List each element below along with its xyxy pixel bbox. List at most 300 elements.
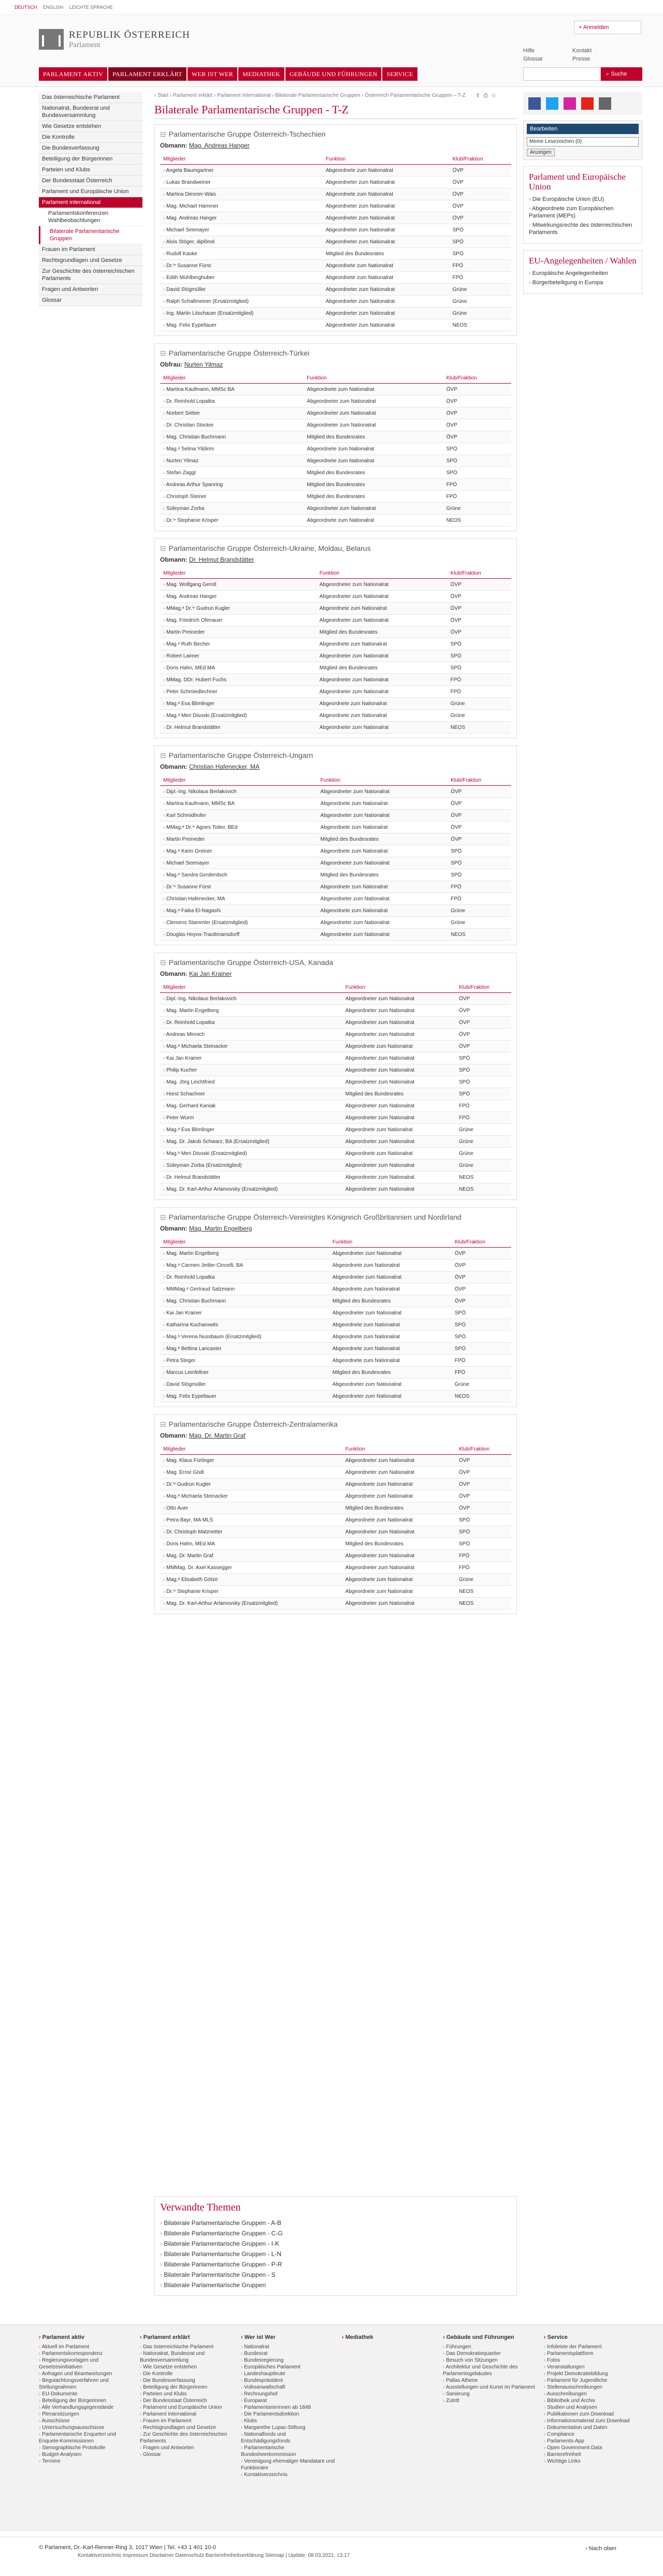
member-name[interactable]: › Dr.ⁱⁿ Stephanie Krisper [160, 1586, 342, 1598]
table-row [160, 431, 511, 443]
lang-deutsch[interactable]: DEUTSCH [15, 5, 37, 10]
table-row [160, 177, 511, 188]
footer-link[interactable]: › Zur Geschichte des österreichischen Parlaments [140, 2431, 236, 2445]
member-name[interactable]: › Robert Laimer [160, 650, 316, 662]
member-name[interactable]: › Dipl.-Ing. Nikolaus Berlakovich [160, 786, 318, 798]
member-function: Abgeordneter zum Nationalrat [323, 200, 450, 212]
member-name[interactable]: › Ralph Schallmeiner (Ersatzmitglied) [160, 296, 323, 308]
sidebar-item[interactable]: Frauen im Parlament [39, 244, 142, 255]
facebook-icon[interactable] [528, 97, 541, 110]
member-name[interactable]: › Doris Hahn, MEd MA [160, 1538, 342, 1550]
member-name[interactable]: › Dr. Helmut Brandstätter [160, 722, 316, 734]
member-name[interactable]: › David Stögmüller [160, 1379, 329, 1391]
table-row [160, 1502, 511, 1514]
eu-affairs-link[interactable]: › Europäische Angelegenheiten [529, 270, 637, 277]
footer-link[interactable]: › Termine [39, 2458, 135, 2465]
member-name[interactable]: › Kai Jan Krainer [160, 1052, 342, 1064]
sidebar-item[interactable]: Parlament international [39, 197, 142, 208]
member-function: Abgeordnete zum Nationalrat [342, 1574, 456, 1586]
sidebar-item[interactable]: Parlamentskonferenzen Wahlbeobachtungen [39, 208, 142, 226]
footer-link[interactable]: › Nationalfonds und Entschädigungsfonds [241, 2431, 337, 2445]
member-name[interactable]: › Mag.ᵃ Meri Disoski (Ersatzmitglied) [160, 1148, 342, 1160]
footer-heading[interactable]: › Gebäude und Führungen [443, 2334, 539, 2340]
table-row [160, 881, 511, 893]
member-name[interactable]: › Mag. Wolfgang Gerstl [160, 579, 316, 591]
nav-service[interactable]: SERVICE [382, 67, 417, 81]
member-function: Abgeordnete zum Nationalrat [342, 1490, 456, 1502]
member-name[interactable]: › Stefan Zaggl [160, 467, 304, 479]
member-name[interactable]: › Dr.ⁱⁿ Susanne Fürst [160, 881, 318, 893]
nav-gebaeude[interactable]: GEBÄUDE UND FÜHRUNGEN [285, 67, 382, 81]
footer-link[interactable]: › Parteien und Klubs [140, 2391, 236, 2397]
collapse-icon[interactable]: ⊟ [160, 349, 166, 357]
member-name[interactable]: › Edith Mühlberghuber [160, 272, 323, 284]
table-row [160, 674, 511, 686]
footer-link[interactable]: › Projekt Demokratiebildung [544, 2370, 640, 2377]
footer-link[interactable]: › Open Government Data [544, 2445, 640, 2451]
footer-link[interactable]: › Parlament und Europäische Union [140, 2404, 236, 2411]
footer-link[interactable]: › Ausschüsse [39, 2418, 135, 2424]
footer-link[interactable]: › Die Kontrolle [140, 2370, 236, 2377]
nav-parlament-aktiv[interactable]: PARLAMENT AKTIV [39, 67, 107, 81]
sidebar-item[interactable]: Die Kontrolle [39, 132, 142, 143]
member-name[interactable]: › Mag. Dr. Karl-Arthur Arlamovsky (Ersatzmitglied) [160, 1598, 342, 1609]
share-icon[interactable]: ⇪ [475, 93, 481, 99]
table-row [160, 1183, 511, 1195]
collapse-icon[interactable]: ⊟ [160, 130, 166, 138]
footer-link[interactable]: › Zutritt [443, 2397, 539, 2404]
member-name[interactable]: › Peter Schmiedlechner [160, 686, 316, 698]
footer-link[interactable]: › Stellenausschreibungen [544, 2384, 640, 2391]
footer-link[interactable]: › Die Parlamentsdirektion [241, 2411, 337, 2418]
member-name[interactable]: › Dr. Reinhold Lopatka [160, 396, 304, 407]
member-function: Abgeordneter zum Nationalrat [318, 810, 448, 822]
member-name[interactable]: › Katharina Kucharowits [160, 1319, 329, 1331]
collapse-icon[interactable]: ⊟ [160, 958, 166, 967]
member-function: Abgeordneter zum Nationalrat [323, 296, 450, 308]
chair-name[interactable]: Mag. Martin Engelberg [189, 1225, 252, 1232]
footer-link[interactable]: › Rechnungshof [241, 2391, 337, 2397]
member-name[interactable]: › Martina Kaufmann, MMSc BA [160, 798, 318, 810]
member-name[interactable]: › Norbert Sieber [160, 407, 304, 419]
member-party: FPÖ [443, 491, 511, 503]
legal-links[interactable]: Kontaktverzeichnis Impressum Disclaimer Datenschutz Barrierefreiheitserklärung Sitemap | Update: 08.03.2021, 13:17 [78, 2553, 350, 2558]
sidebar-item[interactable]: Wie Gesetze entstehen [39, 121, 142, 132]
group-title[interactable] [160, 1420, 511, 1429]
footer-link[interactable]: › Parlamentsplattform [544, 2350, 640, 2357]
twitter-icon[interactable] [546, 97, 558, 110]
footer-link[interactable]: › Barrierefreiheit [544, 2451, 640, 2458]
search-button[interactable]: ⌕ Suche [601, 67, 642, 81]
member-name[interactable]: › Christoph Steiner [160, 491, 304, 503]
footer-column [39, 2334, 135, 2465]
member-name[interactable]: › Andreas Arthur Spanring [160, 479, 304, 491]
eu-link[interactable]: › Abgeordnete zum Europäischen Parlament (MEPs) [529, 205, 637, 219]
chair-name[interactable]: Christian Hafenecker, MA [189, 763, 260, 770]
footer-link[interactable]: › Budget-Analysen [39, 2451, 135, 2458]
eu-link[interactable]: › Mitwirkungsrechte des österreichischen Parlaments [529, 222, 637, 236]
footer-link[interactable]: › Alle Verhandlungsgegenstände [39, 2404, 135, 2411]
member-name[interactable]: › Mag.ᵃ Eva Blimlinger [160, 1124, 342, 1136]
group-title[interactable] [160, 958, 511, 967]
footer-link[interactable]: › Informationsmaterial zum Download [544, 2418, 640, 2424]
eu-link[interactable]: › Die Europäische Union (EU) [529, 196, 637, 203]
member-name[interactable]: › Karl Schmidhofer [160, 810, 318, 822]
footer-link[interactable]: › Führungen [443, 2344, 539, 2350]
footer-link[interactable]: › Plenarsitzungen [39, 2411, 135, 2418]
member-name[interactable]: › Mag.ᵃ Bettina Lancaster [160, 1343, 329, 1355]
member-name[interactable]: › Dipl.-Ing. Nikolaus Berlakovich [160, 993, 342, 1005]
footer-link[interactable]: › Europäisches Parlament [241, 2364, 337, 2370]
member-function: Mitglied des Bundesrates [304, 467, 443, 479]
footer-link[interactable]: › Bibliothek und Archiv [544, 2397, 640, 2404]
member-name[interactable]: › Mag. Andreas Hanger [160, 591, 316, 603]
footer-link[interactable]: › Parlamentarische Enqueten und Enquete-Kommissionen [39, 2431, 135, 2445]
member-name[interactable]: › Alois Stöger, diplômé [160, 236, 323, 248]
nav-parlament-erklaert[interactable]: PARLAMENT ERKLÄRT [108, 67, 186, 81]
footer-link[interactable]: › Pallas Athene [443, 2377, 539, 2384]
footer-link[interactable]: › Fotos [544, 2357, 640, 2364]
footer-link[interactable]: › Landeshauptleute [241, 2370, 337, 2377]
footer-link[interactable]: › Nationalrat, Bundesrat und Bundesversammlung [140, 2350, 236, 2364]
bookmark-icon[interactable]: ☆ [491, 93, 497, 99]
member-name[interactable]: › Dr.ⁱⁿ Susanne Fürst [160, 260, 323, 272]
print-icon[interactable]: ⎙ [483, 93, 488, 99]
member-name[interactable]: › MMMag. Dr. Axel Kassegger [160, 1562, 342, 1574]
related-topic-link[interactable]: › Bilaterale Parlamentarische Gruppen - S [160, 2270, 511, 2280]
member-function: Abgeordneter zum Nationalrat [342, 993, 456, 1005]
member-party: Grüne [456, 1124, 511, 1136]
member-name[interactable]: › Mag.ᵃ Selma Yildirim [160, 443, 304, 455]
related-topic-link[interactable]: › Bilaterale Parlamentarische Gruppen - C-G [160, 2228, 511, 2238]
member-name[interactable]: › MMag.ᵃ Dr.ⁱⁿ Gudrun Kugler [160, 603, 316, 614]
member-party: SPÖ [456, 1538, 511, 1550]
group-title[interactable] [160, 1213, 511, 1222]
footer-link[interactable]: › Wichtige Links [544, 2458, 640, 2465]
members-table [160, 1444, 511, 1609]
footer-link[interactable]: › Veranstaltungen [544, 2364, 640, 2370]
member-name[interactable]: › Mag.ᵃ Ruth Becher [160, 638, 316, 650]
member-name[interactable]: › Horst Schachner [160, 1088, 342, 1100]
member-name[interactable]: › Mag. Michael Hammer [160, 200, 323, 212]
chair-name[interactable]: Dr. Helmut Brandstätter [189, 556, 254, 563]
member-name[interactable]: › Douglas Hoyos-Trauttmansdorff [160, 929, 318, 941]
footer-link[interactable]: › Europarat [241, 2397, 337, 2404]
footer-link[interactable]: › Architektur und Geschichte des Parlamentsgebäudes [443, 2364, 539, 2377]
footer-link[interactable]: › Frauen im Parlament [140, 2418, 236, 2424]
footer-link[interactable]: › Infoleiste der Parlament [544, 2344, 640, 2350]
member-function: Abgeordneter zum Nationalrat [316, 722, 448, 734]
member-name[interactable]: › Mag.ᵃ Meri Disoski (Ersatzmitglied) [160, 710, 316, 722]
sidebar-item[interactable]: Glossar [39, 295, 142, 306]
member-name[interactable]: › Mag. Martin Engelberg [160, 1005, 342, 1017]
member-name[interactable]: › Andreas Minnich [160, 1029, 342, 1041]
table-row [160, 1271, 511, 1283]
member-name[interactable]: › Mag. Ernst Gödl [160, 1467, 342, 1479]
member-name[interactable]: › Mag. Felix Eypeltauer [160, 1391, 329, 1402]
member-name[interactable]: › Mag. Andreas Hanger [160, 212, 323, 224]
lang-english[interactable]: ENGLISH [42, 5, 64, 10]
member-name[interactable]: › Dr. Christoph Matznetter [160, 1526, 342, 1538]
footer-link[interactable]: › Begutachtungsverfahren und Stellungnahmen [39, 2377, 135, 2391]
member-name[interactable]: › Mag.ᵃ Verena Nussbaum (Ersatzmitglied) [160, 1331, 329, 1343]
footer-link[interactable]: › Glossar [140, 2451, 236, 2458]
member-name[interactable]: › David Stögmüller [160, 284, 323, 296]
press-link[interactable]: Presse [572, 56, 590, 62]
member-name[interactable]: › Mag. Dr. Jakob Schwarz, BA (Ersatzmitglied) [160, 1136, 342, 1148]
member-name[interactable]: › Martina Kaufmann, MMSc BA [160, 384, 304, 396]
footer-link[interactable]: › Compliance [544, 2431, 640, 2438]
footer-link[interactable]: › Die Bundesverfassung [140, 2377, 236, 2384]
member-name[interactable]: › Marcus Leinfellner [160, 1367, 329, 1379]
sidebar-item[interactable]: Rechtsgrundlagen und Gesetze [39, 255, 142, 266]
eu-affairs-link[interactable]: › Bürgerbeteiligung in Europa [529, 279, 637, 286]
footer-link[interactable]: › Ausstellungen und Kunst im Parlament [443, 2384, 539, 2391]
footer-link[interactable]: › Bundespräsident [241, 2377, 337, 2384]
related-topic-link[interactable]: › Bilaterale Parlamentarische Gruppen - P-R [160, 2259, 511, 2270]
table-row [160, 626, 511, 638]
nav-wer-ist-wer[interactable]: WER IST WER [188, 67, 237, 81]
footer-link[interactable]: › Aktuell im Parlament [39, 2344, 135, 2350]
sidebar-item[interactable]: Zur Geschichte des österreichischen Parlaments [39, 266, 142, 284]
member-function: Mitglied des Bundesrates [342, 1538, 456, 1550]
footer-link[interactable]: › Volksanwaltschaft [241, 2384, 337, 2391]
member-name[interactable]: › Mag. Martin Engelberg [160, 1248, 329, 1260]
search-input[interactable] [523, 67, 601, 81]
member-name[interactable]: › Dr. Reinhold Lopatka [160, 1017, 342, 1029]
contact-link[interactable]: Kontakt [572, 48, 592, 54]
member-name[interactable]: › MMag.ᵃ Dr.ⁱⁿ Agnes Totter, BEd [160, 822, 318, 833]
show-bookmarks-button[interactable]: Anzeigen [527, 149, 555, 156]
footer-link[interactable]: › Publikationen zum Download [544, 2411, 640, 2418]
footer-link[interactable]: › Kontaktverzeichnis [241, 2471, 337, 2478]
member-function: Abgeordnete zum Nationalrat [318, 905, 448, 917]
member-name[interactable]: › Peter Wurm [160, 1112, 342, 1124]
member-name[interactable]: › Nurten Yilmaz [160, 455, 304, 467]
sidebar-item[interactable]: Beteiligung der Bürgerinnen [39, 154, 142, 165]
member-name[interactable]: › Petra Steger [160, 1355, 329, 1367]
footer-link[interactable]: › Sanierung [443, 2391, 539, 2397]
sidebar-item[interactable]: Das österreichische Parlament [39, 92, 142, 103]
member-name[interactable]: › Süleyman Zorba (Ersatzmitglied) [160, 1160, 342, 1172]
member-name[interactable]: › Mag.ᵃ Karin Greiner [160, 845, 318, 857]
related-topic-link[interactable]: › Bilaterale Parlamentarische Gruppen - L-N [160, 2249, 511, 2259]
group-title[interactable] [160, 130, 511, 139]
member-name[interactable]: › Petra Bayr, MA MLS [160, 1514, 342, 1526]
member-name[interactable]: › Mag.ᵃ Carmen Jeitler-Cincelli, BA [160, 1260, 329, 1271]
login-button[interactable]: + Anmelden [574, 21, 641, 34]
footer-link[interactable]: › Beteiligung der Bürgerinnen [140, 2384, 236, 2391]
footer-heading[interactable]: › Parlament aktiv [39, 2334, 135, 2340]
member-name[interactable]: › Dr. Helmut Brandstätter [160, 1172, 342, 1183]
nav-mediathek[interactable]: MEDIATHEK [238, 67, 284, 81]
footer-link[interactable]: › Fragen und Antworten [140, 2445, 236, 2451]
footer-link[interactable]: › Stenographische Protokolle [39, 2445, 135, 2451]
table-row [160, 1319, 511, 1331]
footer-heading[interactable]: › Wer ist Wer [241, 2334, 337, 2340]
footer-link[interactable]: › Parlamentskorrespondenz [39, 2350, 135, 2357]
footer-link[interactable]: › Parlamentarische Bundesheerkommission [241, 2445, 337, 2458]
chair-name[interactable]: Kai Jan Krainer [189, 970, 232, 977]
member-name[interactable]: › Rudolf Kaske [160, 248, 323, 260]
members-table [160, 983, 511, 1195]
footer-link[interactable]: › Wie Gesetze entstehen [140, 2364, 236, 2370]
footer-link[interactable]: › Margarethe Lupac-Stiftung [241, 2424, 337, 2431]
footer-link[interactable]: › EU-Dokumente [39, 2391, 135, 2397]
member-function: Abgeordneter zum Nationalrat [304, 396, 443, 407]
footer-heading[interactable]: › Mediathek [342, 2334, 438, 2340]
footer-link[interactable]: › Dokumentation und Daten [544, 2424, 640, 2431]
member-name[interactable]: › Martina Diesner-Wais [160, 188, 323, 200]
footer-column [140, 2334, 236, 2458]
member-name[interactable]: › Mag.ᵃ Michaela Steinacker [160, 1490, 342, 1502]
member-name[interactable]: › Mag. Jörg Leichtfried [160, 1076, 342, 1088]
table-row [160, 1160, 511, 1172]
member-name[interactable]: › Lukas Brandweiner [160, 177, 323, 188]
table-row [160, 638, 511, 650]
member-function: Abgeordneter zum Nationalrat [329, 1391, 452, 1402]
collapse-icon[interactable]: ⊟ [160, 1213, 166, 1221]
lang-leichte-sprache[interactable]: LEICHTE SPRACHE [69, 5, 113, 10]
footer-link[interactable]: › Der Bundesstaat Österreich [140, 2397, 236, 2404]
group-title[interactable] [160, 349, 511, 358]
collapse-icon[interactable]: ⊟ [160, 544, 166, 552]
member-name[interactable]: › Christian Hafenecker, MA [160, 893, 318, 905]
member-name[interactable]: › Mag. Gerhard Kaniak [160, 1100, 342, 1112]
footer-link[interactable]: › Parlament für Jugendliche [544, 2377, 640, 2384]
member-name[interactable]: › Mag. Felix Eypeltauer [160, 319, 323, 331]
related-topic-link[interactable]: › Bilaterale Parlamentarische Gruppen - A-B [160, 2218, 511, 2228]
footer-link[interactable]: › Das österreichische Parlament [140, 2344, 236, 2350]
chair-name[interactable]: Nurten Yilmaz [184, 361, 223, 368]
breadcrumb: › Start › Parlament erklärt › Parlament International › Bilaterale Parlamentarische Gruppen › Österreich Parlamentarische Gruppen – T-Z [154, 93, 466, 98]
member-name[interactable]: › Martin Preineder [160, 833, 318, 845]
footer-link[interactable]: › Rechtsgrundlagen und Gesetze [140, 2424, 236, 2431]
table-row [160, 603, 511, 614]
footer-link[interactable]: › Beteiligung der Bürgerinnen [39, 2397, 135, 2404]
member-name[interactable]: › Philip Kucher [160, 1064, 342, 1076]
sidebar-item[interactable]: Der Bundesstaat Österreich [39, 175, 142, 186]
member-name[interactable]: › MMag. DDr. Hubert Fuchs [160, 674, 316, 686]
sidebar-item[interactable]: Parlament und Europäische Union [39, 186, 142, 197]
footer-link[interactable]: › Das Demokratiequartier [443, 2350, 539, 2357]
member-name[interactable]: › Michael Seemayer [160, 857, 318, 869]
footer-link[interactable]: › Parlamentarierinnen ab 1848 [241, 2404, 337, 2411]
member-party: ÖVP [443, 407, 511, 419]
member-party: SPÖ [448, 662, 511, 674]
footer-link[interactable]: › Bundesrat [241, 2350, 337, 2357]
chair-name[interactable]: Mag. Andreas Hanger [189, 142, 250, 149]
member-party: Grüne [450, 284, 511, 296]
member-name[interactable]: › Kai Jan Krainer [160, 1307, 329, 1319]
footer-link[interactable]: › Ausschreibungen [544, 2391, 640, 2397]
logo[interactable] [39, 29, 190, 50]
footer-link[interactable]: › Untersuchungsausschüsse [39, 2424, 135, 2431]
collapse-icon[interactable]: ⊟ [160, 751, 166, 759]
group-title[interactable] [160, 751, 511, 760]
member-party: ÖVP [456, 1455, 511, 1467]
right-column [523, 92, 642, 294]
footer-link[interactable]: › Nationalrat [241, 2344, 337, 2350]
back-to-top-link[interactable]: › Nach oben [585, 2545, 616, 2552]
footer-link[interactable]: › Regierungsvorlagen und Gesetzesinitiativen [39, 2357, 135, 2370]
member-name[interactable]: › Dr.ⁱⁿ Gudrun Kugler [160, 1479, 342, 1490]
related-topic-link[interactable]: › Bilaterale Parlamentarische Gruppen [160, 2280, 511, 2290]
member-name[interactable]: › Mag. Christian Buchmann [160, 1295, 329, 1307]
member-name[interactable]: › Mag. Dr. Karl-Arthur Arlamovsky (Ersatzmitglied) [160, 1183, 342, 1195]
member-name[interactable]: › Otto Auer [160, 1502, 342, 1514]
member-name[interactable]: › Mag. Friedrich Ofenauer [160, 614, 316, 626]
member-name[interactable]: › Mag.ᵃ Elisabeth Götze [160, 1574, 342, 1586]
member-name[interactable]: › Angela Baumgartner [160, 165, 323, 177]
member-name[interactable]: › Mag.ᵃ Michaela Steinacker [160, 1041, 342, 1052]
footer-link[interactable]: › Klubs [241, 2418, 337, 2424]
table-row [160, 1490, 511, 1502]
member-name[interactable]: › Clemens Stammler (Ersatzmitglied) [160, 917, 318, 929]
member-name[interactable]: › Michael Seemayer [160, 224, 323, 236]
footer-link[interactable]: › Bundesregierung [241, 2357, 337, 2364]
footer-heading[interactable]: › Service [544, 2334, 640, 2340]
member-name[interactable]: › Süleyman Zorba [160, 503, 304, 515]
member-function: Abgeordneter zum Nationalrat [323, 177, 450, 188]
member-function: Abgeordnete zum Nationalrat [304, 443, 443, 455]
member-name[interactable]: › Dr.ⁱⁿ Stephanie Krisper [160, 515, 304, 526]
footer-link[interactable]: › Studien und Analysen [544, 2404, 640, 2411]
related-topic-link[interactable]: › Bilaterale Parlamentarische Gruppen - I-K [160, 2238, 511, 2249]
group-name: Parlamentarische Gruppe Österreich-USA, Kanada [168, 958, 334, 967]
table-header: Funktion [342, 983, 456, 993]
footer-link[interactable]: › Parlament international [140, 2411, 236, 2418]
table-row [160, 407, 511, 419]
group-title[interactable] [160, 544, 511, 553]
footer-heading[interactable]: › Parlament erklärt [140, 2334, 236, 2340]
member-name[interactable]: › Mag. Klaus Fürlinger [160, 1455, 342, 1467]
sidebar-item[interactable]: Nationalrat, Bundesrat und Bundesversammlung [39, 103, 142, 121]
member-name[interactable]: › Martin Preineder [160, 626, 316, 638]
help-link[interactable]: Hilfe [523, 48, 535, 54]
member-name[interactable]: › Mag. Dr. Martin Graf [160, 1550, 342, 1562]
footer-link[interactable]: › Anfragen und Beantwortungen [39, 2370, 135, 2377]
footer-link[interactable]: › Besuch von Sitzungen [443, 2357, 539, 2364]
member-name[interactable]: › Mag.ᵃ Eva Blimlinger [160, 698, 316, 710]
sidebar-item[interactable]: Fragen und Antworten [39, 284, 142, 295]
footer-link[interactable]: › Parlaments-App [544, 2438, 640, 2445]
member-function: Abgeordneter zum Nationalrat [342, 1100, 456, 1112]
member-name[interactable]: › Mag.ᵃ Sandra Gerdenitsch [160, 869, 318, 881]
member-name[interactable]: › MMMag.ᵃ Gertraud Salzmann [160, 1283, 329, 1295]
member-party: Grüne [456, 1574, 511, 1586]
sidebar-item[interactable]: Die Bundesverfassung [39, 143, 142, 154]
instagram-icon[interactable] [564, 97, 576, 110]
glossary-link[interactable]: Glossar [523, 56, 543, 62]
collapse-icon[interactable]: ⊟ [160, 1420, 166, 1428]
member-name[interactable]: › Mag. Christian Buchmann [160, 431, 304, 443]
sidebar-item[interactable]: Bilaterale Parlamentarische Gruppen [39, 226, 142, 244]
email-icon[interactable] [599, 97, 611, 110]
youtube-icon[interactable] [581, 97, 594, 110]
member-party: FPÖ [448, 686, 511, 698]
member-name[interactable]: › Doris Hahn, MEd MA [160, 662, 316, 674]
footer-link[interactable]: › Vereinigung ehemaliger Mandatare und Funktionäre [241, 2458, 337, 2471]
chair-name[interactable]: Mag. Dr. Martin Graf [189, 1432, 246, 1439]
bookmark-select[interactable]: Meine Lesezeichen (0) [527, 137, 639, 147]
member-name[interactable]: › Dr. Christian Stocker [160, 419, 304, 431]
member-name[interactable]: › Ing. Martin Litschauer (Ersatzmitglied) [160, 308, 323, 319]
member-party: NEOS [452, 1391, 511, 1402]
sidebar-item[interactable]: Parteien und Klubs [39, 165, 142, 175]
member-name[interactable]: › Dr. Reinhold Lopatka [160, 1271, 329, 1283]
member-name[interactable]: › Mag.ᵃ Faika El-Nagashi [160, 905, 318, 917]
